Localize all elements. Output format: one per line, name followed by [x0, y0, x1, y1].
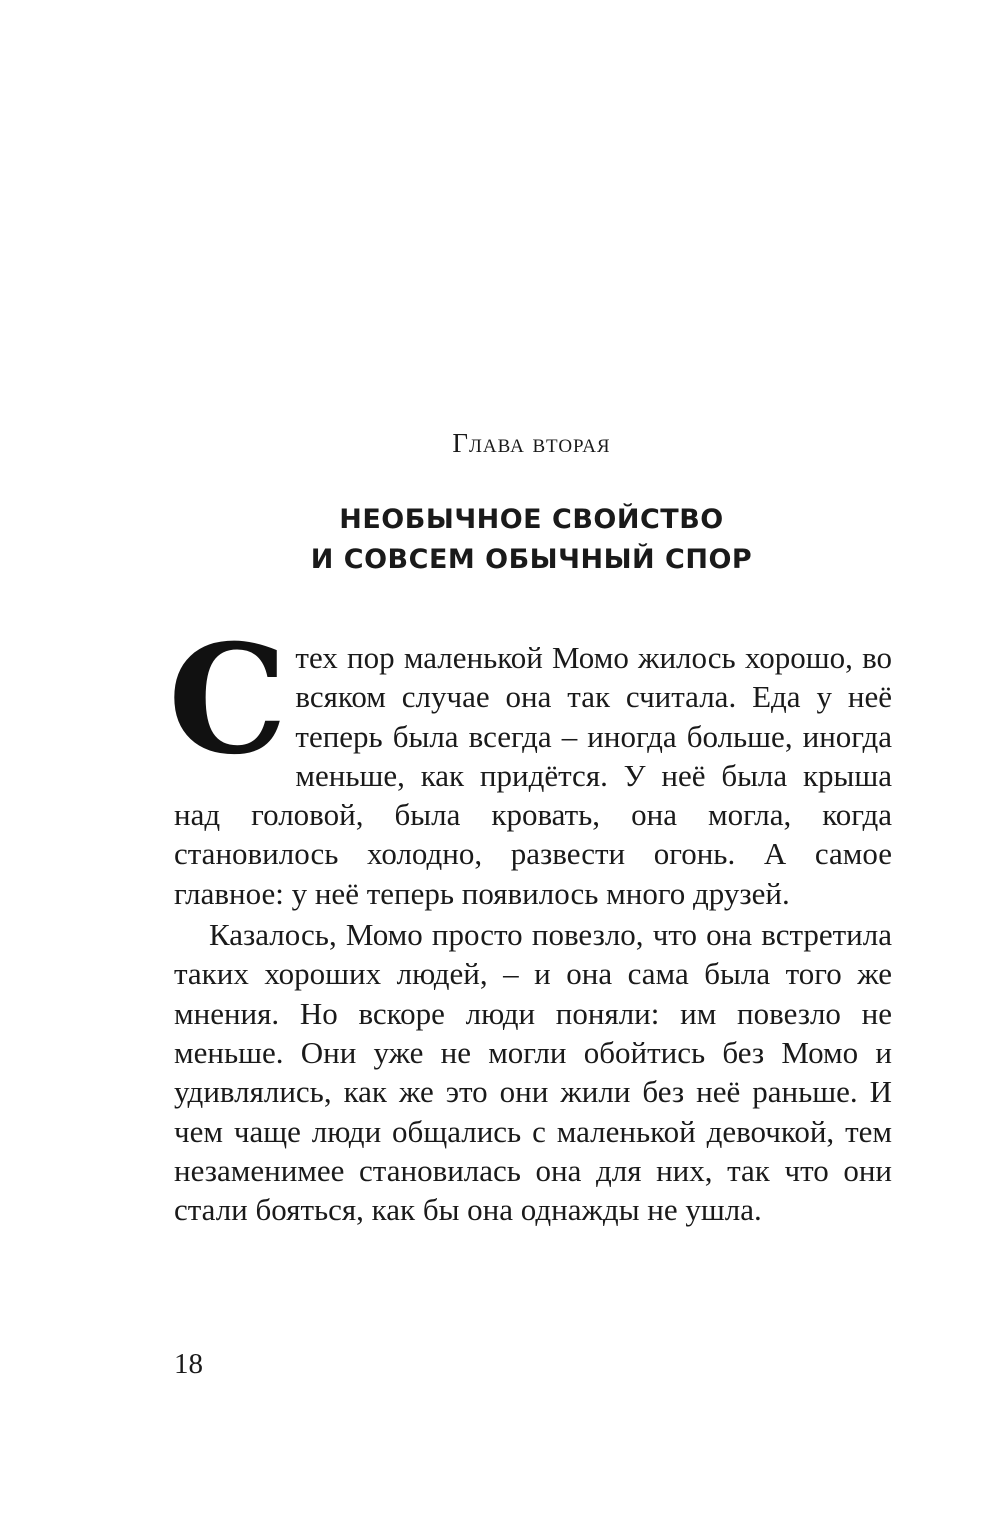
- chapter-title-line-1: НЕОБЫЧНОЕ СВОЙСТВО: [339, 504, 724, 535]
- page-number: 18: [174, 1348, 203, 1380]
- paragraph-2: Казалось, Момо просто повезло, что она встретила таких хороших людей, – и она сама была того же мнения. Но вскоре люди поняли: им повезло не меньше. Они уже не могли обойтись без Момо и удивлялись, как же это они жили без неё раньше. И чем чаще люди общались с маленькой девочкой, тем незаменимее становилась она для них, так что они стали бояться, как бы она однажды не ушла.: [174, 917, 892, 1228]
- paragraph-1: [168, 612, 892, 913]
- chapter-title: [0, 500, 1000, 580]
- chapter-title-line-2: И СОВСЕМ ОБЫЧНЫЙ СПОР: [310, 544, 753, 575]
- chapter-label: Глава вторая: [452, 428, 611, 458]
- body-text: [168, 612, 892, 1229]
- drop-cap: С: [168, 612, 288, 788]
- paragraph-1-text: тех пор маленькой Момо жилось хорошо, во всяком случае она так считала. Еда у неё теперь была всегда – иногда больше, иногда меньше, как придётся. У неё была крыша над головой, была кровать, она могла, когда становилось холодно, развести огонь. А самое главное: у неё теперь появилось много друзей.: [174, 640, 892, 911]
